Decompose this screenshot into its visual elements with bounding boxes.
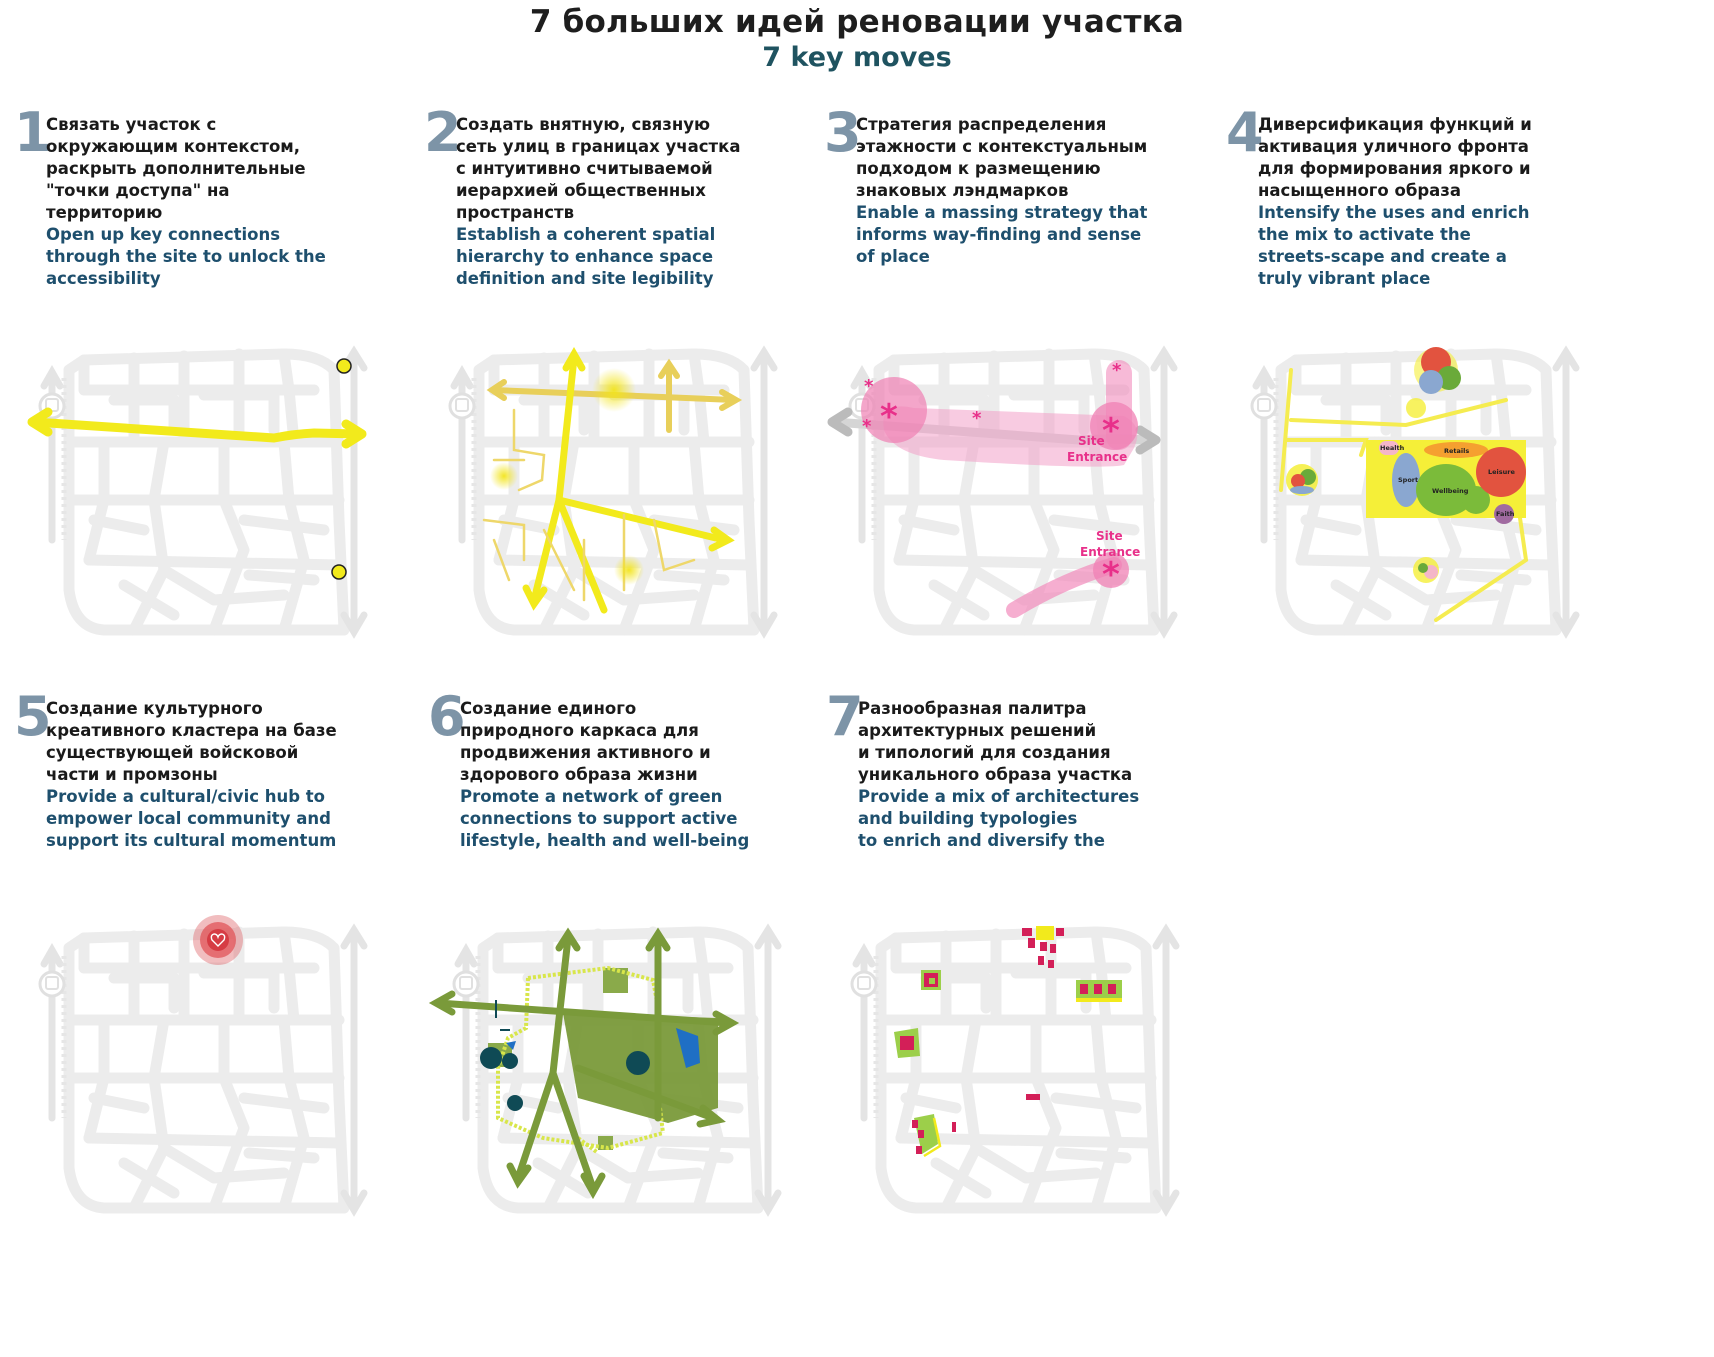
move-diagram-6 xyxy=(428,908,838,1248)
move-diagram-3 xyxy=(824,330,1234,670)
move-text-en: Establish a coherent spatial hierarchy to enhance space definition and site legibility xyxy=(456,225,716,288)
move-panel-1 xyxy=(14,101,434,714)
move-text-en: Provide a cultural/civic hub to empower local community and support its cultural momentum xyxy=(46,787,337,850)
use-label-faith: Faith xyxy=(1496,510,1515,518)
svg-text:*: * xyxy=(1112,360,1122,381)
use-label-wellbeing: Wellbeing xyxy=(1432,487,1469,495)
site-entrance-label: Entrance xyxy=(1080,545,1141,559)
move-text-ru: Связать участок с окружающим контекстом, раскрыть дополнительные "точки доступа" на территорию xyxy=(46,115,306,222)
move-text-ru: Создание единого природного каркаса для продвижения активного и здорового образа жизни xyxy=(460,699,711,784)
move-number: 5 xyxy=(14,685,52,748)
move-text-en: Promote a network of green connections to support active lifestyle, health and well-being xyxy=(460,787,750,850)
move-diagram-4 xyxy=(1226,330,1636,670)
use-label-retails: Retails xyxy=(1444,447,1470,455)
move-text-ru: Стратегия распределения этажности с контекстуальным подходом к размещению знаковых лэндмарков xyxy=(856,115,1148,200)
move-diagram-7 xyxy=(826,908,1236,1248)
move-diagram-2 xyxy=(424,330,834,670)
use-label-health: Health xyxy=(1380,444,1405,452)
move-panel-2 xyxy=(424,101,844,714)
move-diagram-1 xyxy=(14,330,424,670)
move-text-ru: Создать внятную, связную сеть улиц в границах участка с интуитивно считываемой иерархией общественных пространств xyxy=(456,115,741,222)
site-entrance-label: Site xyxy=(1078,434,1105,448)
site-entrance-label: Site xyxy=(1096,529,1123,543)
site-entrance-label: Entrance xyxy=(1067,450,1128,464)
move-text-ru: Создание культурного креативного кластера на базе существующей войсковой части и промзоны xyxy=(46,699,337,784)
move-text-en: Intensify the uses and enrich the mix to activate the streets-scape and create a truly vibrant place xyxy=(1258,203,1530,288)
svg-text:*: * xyxy=(864,376,874,397)
svg-text:*: * xyxy=(880,397,898,437)
move-text-en: Enable a massing strategy that informs way-finding and sense of place xyxy=(856,203,1148,266)
move-panel-4 xyxy=(1226,101,1646,714)
access-point xyxy=(332,565,346,579)
move-text-en: Open up key connections through the site to unlock the accessibility xyxy=(46,225,326,288)
move-text-ru: Разнообразная палитра архитектурных решений и типологий для создания уникального образа участка xyxy=(858,699,1133,784)
move-number: 6 xyxy=(428,685,466,748)
svg-text:*: * xyxy=(1102,555,1120,595)
access-point xyxy=(337,359,351,373)
move-number: 1 xyxy=(14,101,52,164)
title-russian: 7 больших идей реновации участка xyxy=(529,4,1185,40)
svg-text:*: * xyxy=(1102,411,1120,451)
move-diagram-5 xyxy=(14,908,424,1248)
move-panel-3 xyxy=(824,101,1244,714)
move-number: 4 xyxy=(1226,101,1264,164)
move-panel-6 xyxy=(428,685,848,1298)
use-label-sport: Sport xyxy=(1398,476,1419,484)
move-number: 7 xyxy=(826,685,864,748)
title-english: 7 key moves xyxy=(762,42,952,73)
svg-text:*: * xyxy=(862,416,872,437)
move-panel-7 xyxy=(826,685,1246,1298)
use-label-leisure: Leisure xyxy=(1488,468,1515,476)
building-cluster xyxy=(1022,926,1064,968)
move-panel-5 xyxy=(14,685,434,1298)
move-text-ru: Диверсификация функций и активация уличного фронта для формирования яркого и насыщенного образа xyxy=(1258,115,1532,200)
svg-text:*: * xyxy=(972,408,982,429)
move-number: 2 xyxy=(424,101,462,164)
move-text-en: Provide a mix of architectures and building typologies to enrich and diversify the xyxy=(858,787,1140,850)
move-number: 3 xyxy=(824,101,862,164)
